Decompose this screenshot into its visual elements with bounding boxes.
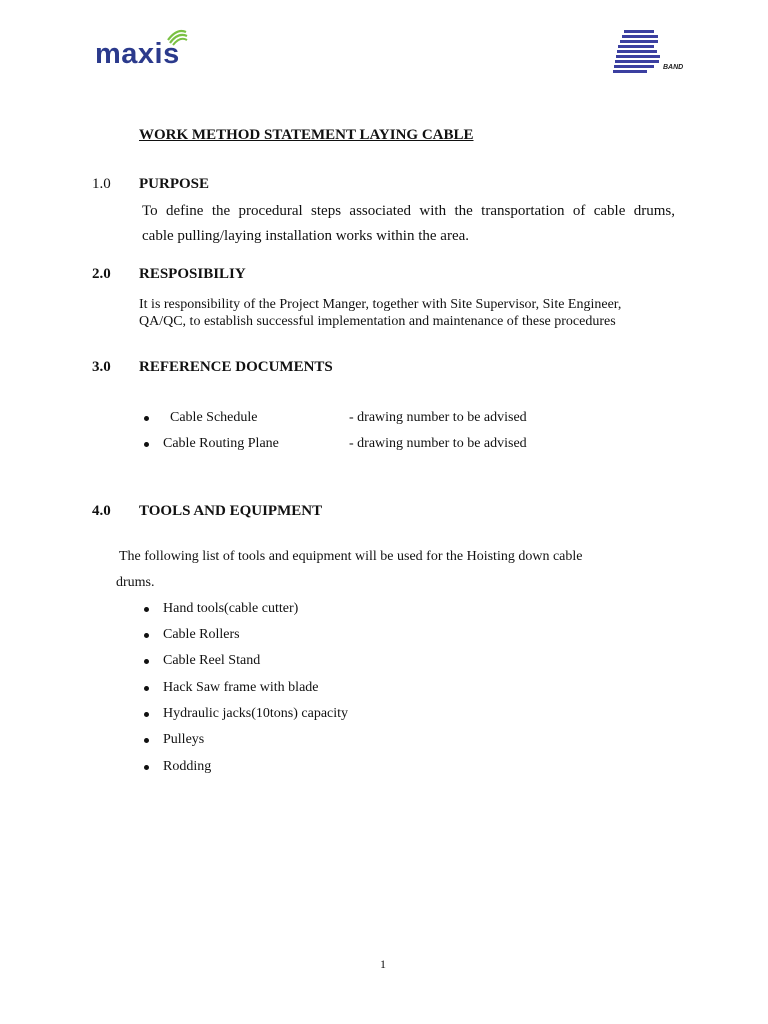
page-number: 1 (380, 957, 386, 971)
tool-item: Cable Reel Stand (163, 653, 261, 668)
paragraph-line: The following list of tools and equipment will be used for the Hoisting down cable (119, 549, 583, 564)
bullet-icon (144, 659, 149, 664)
bullet-icon (144, 442, 149, 447)
section-number: 1.0 (92, 176, 111, 192)
tool-item: Pulleys (163, 732, 205, 747)
bullet-icon (144, 765, 149, 770)
band-logo (612, 26, 692, 76)
maxis-swirl-icon (165, 26, 189, 46)
section-heading: TOOLS AND EQUIPMENT (139, 503, 323, 519)
section-heading: REFERENCE DOCUMENTS (139, 359, 333, 375)
tool-item: Hydraulic jacks(10tons) capacity (163, 706, 349, 721)
paragraph-line: To define the procedural steps associated with the transportation of cable drums, (142, 203, 675, 219)
tool-item: Cable Rollers (163, 627, 240, 642)
paragraph-line: cable pulling/laying installation works within the area. (142, 228, 470, 244)
section-number: 3.0 (92, 359, 111, 375)
bullet-icon (144, 712, 149, 717)
section-number: 4.0 (92, 503, 111, 519)
paragraph-line: QA/QC, to establish successful implementation and maintenance of these procedures (139, 314, 616, 329)
band-logo-text: BAND (663, 64, 684, 71)
maxis-logo-text: maxis (95, 38, 180, 70)
tool-item: Hack Saw frame with blade (163, 680, 319, 695)
bullet-icon (144, 686, 149, 691)
section-heading: RESPOSIBILIY (139, 266, 246, 282)
bullet-icon (144, 607, 149, 612)
paragraph-line: It is responsibility of the Project Manger, together with Site Supervisor, Site Engineer, (139, 297, 622, 312)
bullet-icon (144, 738, 149, 743)
reference-name: Cable Routing Plane (163, 436, 279, 451)
tool-item: Hand tools(cable cutter) (163, 601, 299, 616)
document-title: WORK METHOD STATEMENT LAYING CABLE (139, 127, 474, 143)
paragraph-line: drums. (116, 575, 155, 590)
section-number: 2.0 (92, 266, 111, 282)
bullet-icon (144, 416, 149, 421)
reference-note: - drawing number to be advised (349, 410, 527, 425)
bullet-icon (144, 633, 149, 638)
reference-name: Cable Schedule (170, 410, 258, 425)
reference-note: - drawing number to be advised (349, 436, 527, 451)
tool-item: Rodding (163, 759, 212, 774)
maxis-logo (95, 26, 200, 72)
section-heading: PURPOSE (139, 176, 210, 192)
